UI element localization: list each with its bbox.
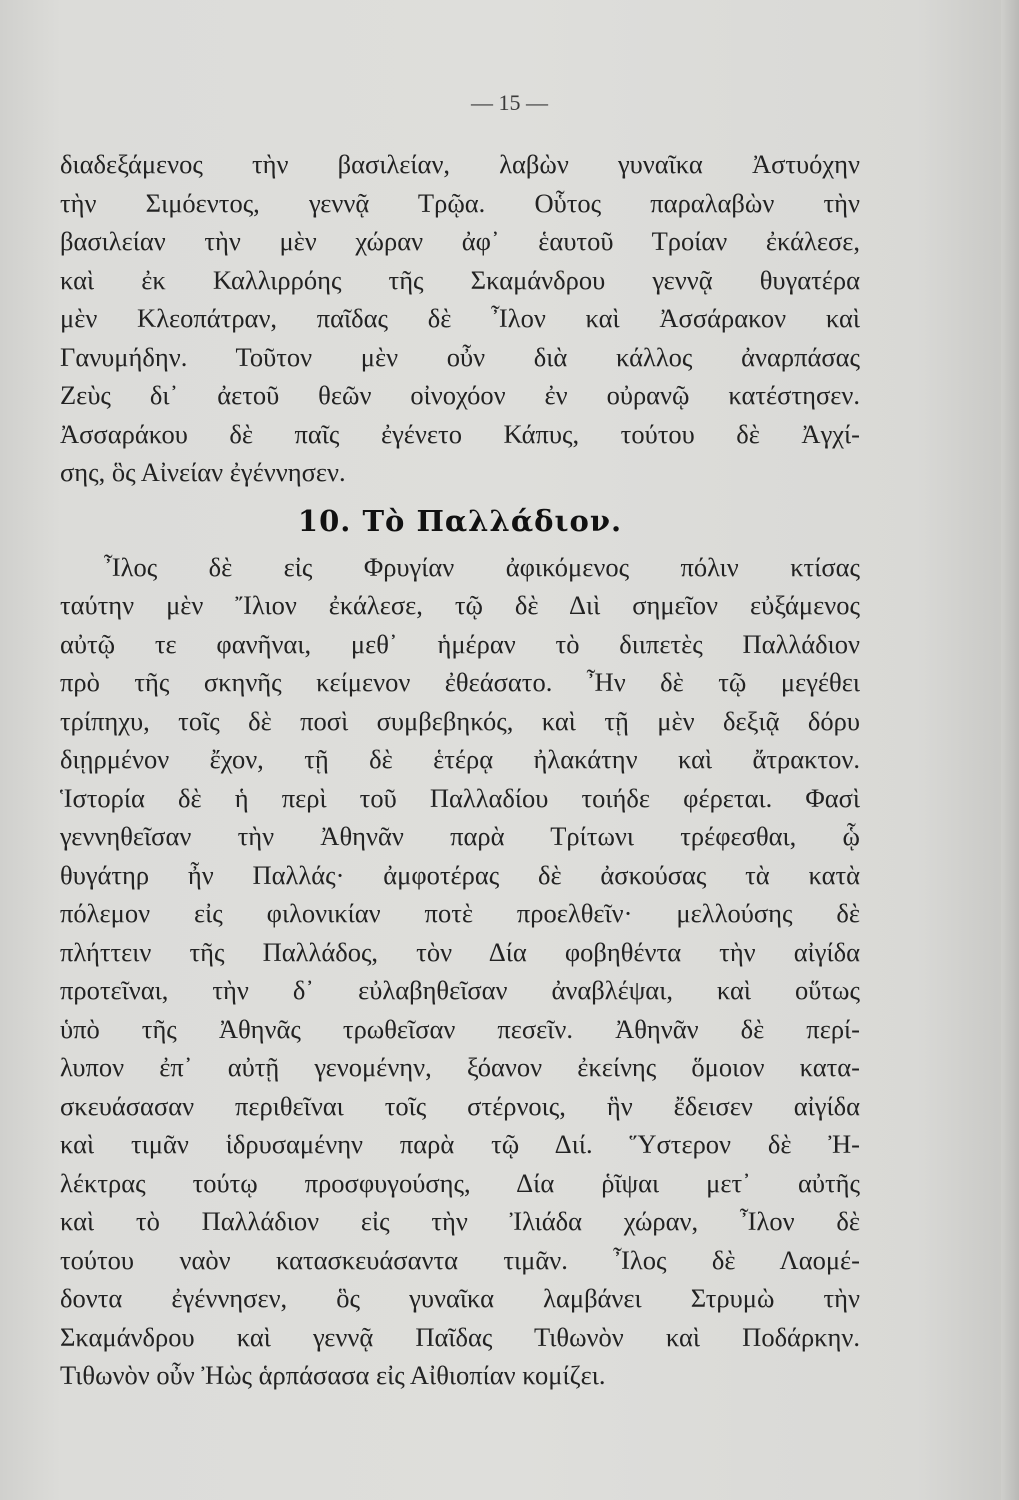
text-line: θυγάτηρ ἦν Παλλάς· ἀμφοτέρας δὲ ἀσκούσας τὰ κατὰ [60,859,860,890]
text-line: τὴν Σιμόεντος, γεννᾷ Τρῷα. Οὗτος παραλαβὼν τὴν [60,187,860,218]
text-line: Ἱστορία δὲ ἡ περὶ τοῦ Παλλαδίου τοιήδε φέρεται. Φασὶ [60,782,860,813]
text-line: διαδεξάμενος τὴν βασιλείαν, λαβὼν γυναῖκα Ἀστυόχην [60,149,860,179]
text-line: ὑπὸ τῆς Ἀθηνᾶς τρωθεῖσαν πεσεῖν. Ἀθηνᾶν δὲ περί- [60,1013,860,1044]
text-line: δοντα ἐγέννησεν, ὃς γυναῖκα λαμβάνει Στρυμὼ τὴν [60,1283,860,1313]
text-line: βασιλείαν τὴν μὲν χώραν ἀφ᾽ ἑαυτοῦ Τροίαν ἐκάλεσε, [60,226,860,256]
text-line: Γανυμήδην. Τοῦτον μὲν οὖν διὰ κάλλος ἀναρπάσας [60,341,860,372]
text-line: λυπον ἐπ᾽ αὐτῇ γενομένην, ξόανον ἐκείνης ὅμοιον κατα- [60,1052,860,1082]
text-line: πλήττειν τῆς Παλλάδος, τὸν Δία φοβηθέντα τὴν αἰγίδα [60,936,860,967]
text-line: σκευάσασαν περιθεῖναι τοῖς στέρνοις, ἣν ἔδεισεν αἰγίδα [60,1090,860,1121]
text-line: πόλεμον εἰς φιλονικίαν ποτὲ προελθεῖν· μελλούσης δὲ [60,898,860,928]
text-line: αὐτῷ τε φανῆναι, μεθ᾽ ἡμέραν τὸ διιπετὲς Παλλάδιον [60,628,860,659]
paragraph-2 [60,548,860,1395]
text-line: καὶ ἐκ Καλλιρρόης τῆς Σκαμάνδρου γεννᾷ θυγατέρα [60,264,860,295]
text-line: καὶ τὸ Παλλάδιον εἰς τὴν Ἰλιάδα χώραν, Ἶλον δὲ [60,1206,860,1236]
text-line: τρίπηχυ, τοῖς δὲ ποσὶ συμβεβηκός, καὶ τῇ μὲν δεξιᾷ δόρυ [60,705,860,736]
body-text [60,145,860,1395]
text-line: καὶ τιμᾶν ἱδρυσαμένην παρὰ τῷ Διί. Ὕστερον δὲ Ἠ- [60,1129,860,1159]
section-heading: 10. Τὸ Παλλάδιον. [297,503,623,538]
text-line: προτεῖναι, τὴν δ᾽ εὐλαβηθεῖσαν ἀναβλέψαι, καὶ οὕτως [60,975,860,1005]
paragraph-1 [60,145,860,492]
text-line: Ἶλος δὲ εἰς Φρυγίαν ἀφικόμενος πόλιν κτίσας [104,551,860,582]
text-line: Ζεὺς δι᾽ ἀετοῦ θεῶν οἰνοχόον ἐν οὐρανῷ κατέστησεν. [60,380,860,410]
text-line: λέκτρας τούτῳ προσφυγούσης, Δία ῥῖψαι μετ᾽ αὐτῆς [60,1167,860,1198]
text-line: γεννηθεῖσαν τὴν Ἀθηνᾶν παρὰ Τρίτωνι τρέφεσθαι, ᾧ [60,821,860,851]
text-line: Ἀσσαράκου δὲ παῖς ἐγένετο Κάπυς, τούτου δὲ Ἀγχί- [60,418,860,449]
text-line: ταύτην μὲν Ἴλιον ἐκάλεσε, τῷ δὲ Διὶ σημεῖον εὐξάμενος [60,590,860,620]
text-line: Τιθωνὸν οὖν Ἠὼς ἁρπάσασα εἰς Αἰθιοπίαν κομίζει. [60,1360,606,1390]
text-line: μὲν Κλεοπάτραν, παῖδας δὲ Ἶλον καὶ Ἀσσάρακον καὶ [60,303,860,333]
text-line: Σκαμάνδρου καὶ γεννᾷ Παῖδας Τιθωνὸν καὶ Ποδάρκην. [60,1321,860,1352]
text-line: πρὸ τῆς σκηνῆς κείμενον ἐθεάσατο. Ἦν δὲ τῷ μεγέθει [60,667,860,697]
page-number: — 15 — [471,90,548,115]
page-edge [1001,0,1019,1500]
text-line: τούτου ναὸν κατασκευάσαντα τιμᾶν. Ἶλος δὲ Λαομέ- [60,1244,860,1275]
text-line: διῃρμένον ἔχον, τῇ δὲ ἑτέρᾳ ἠλακάτην καὶ ἄτρακτον. [60,744,860,774]
text-line: σης, ὃς Αἰνείαν ἐγέννησεν. [60,457,346,487]
